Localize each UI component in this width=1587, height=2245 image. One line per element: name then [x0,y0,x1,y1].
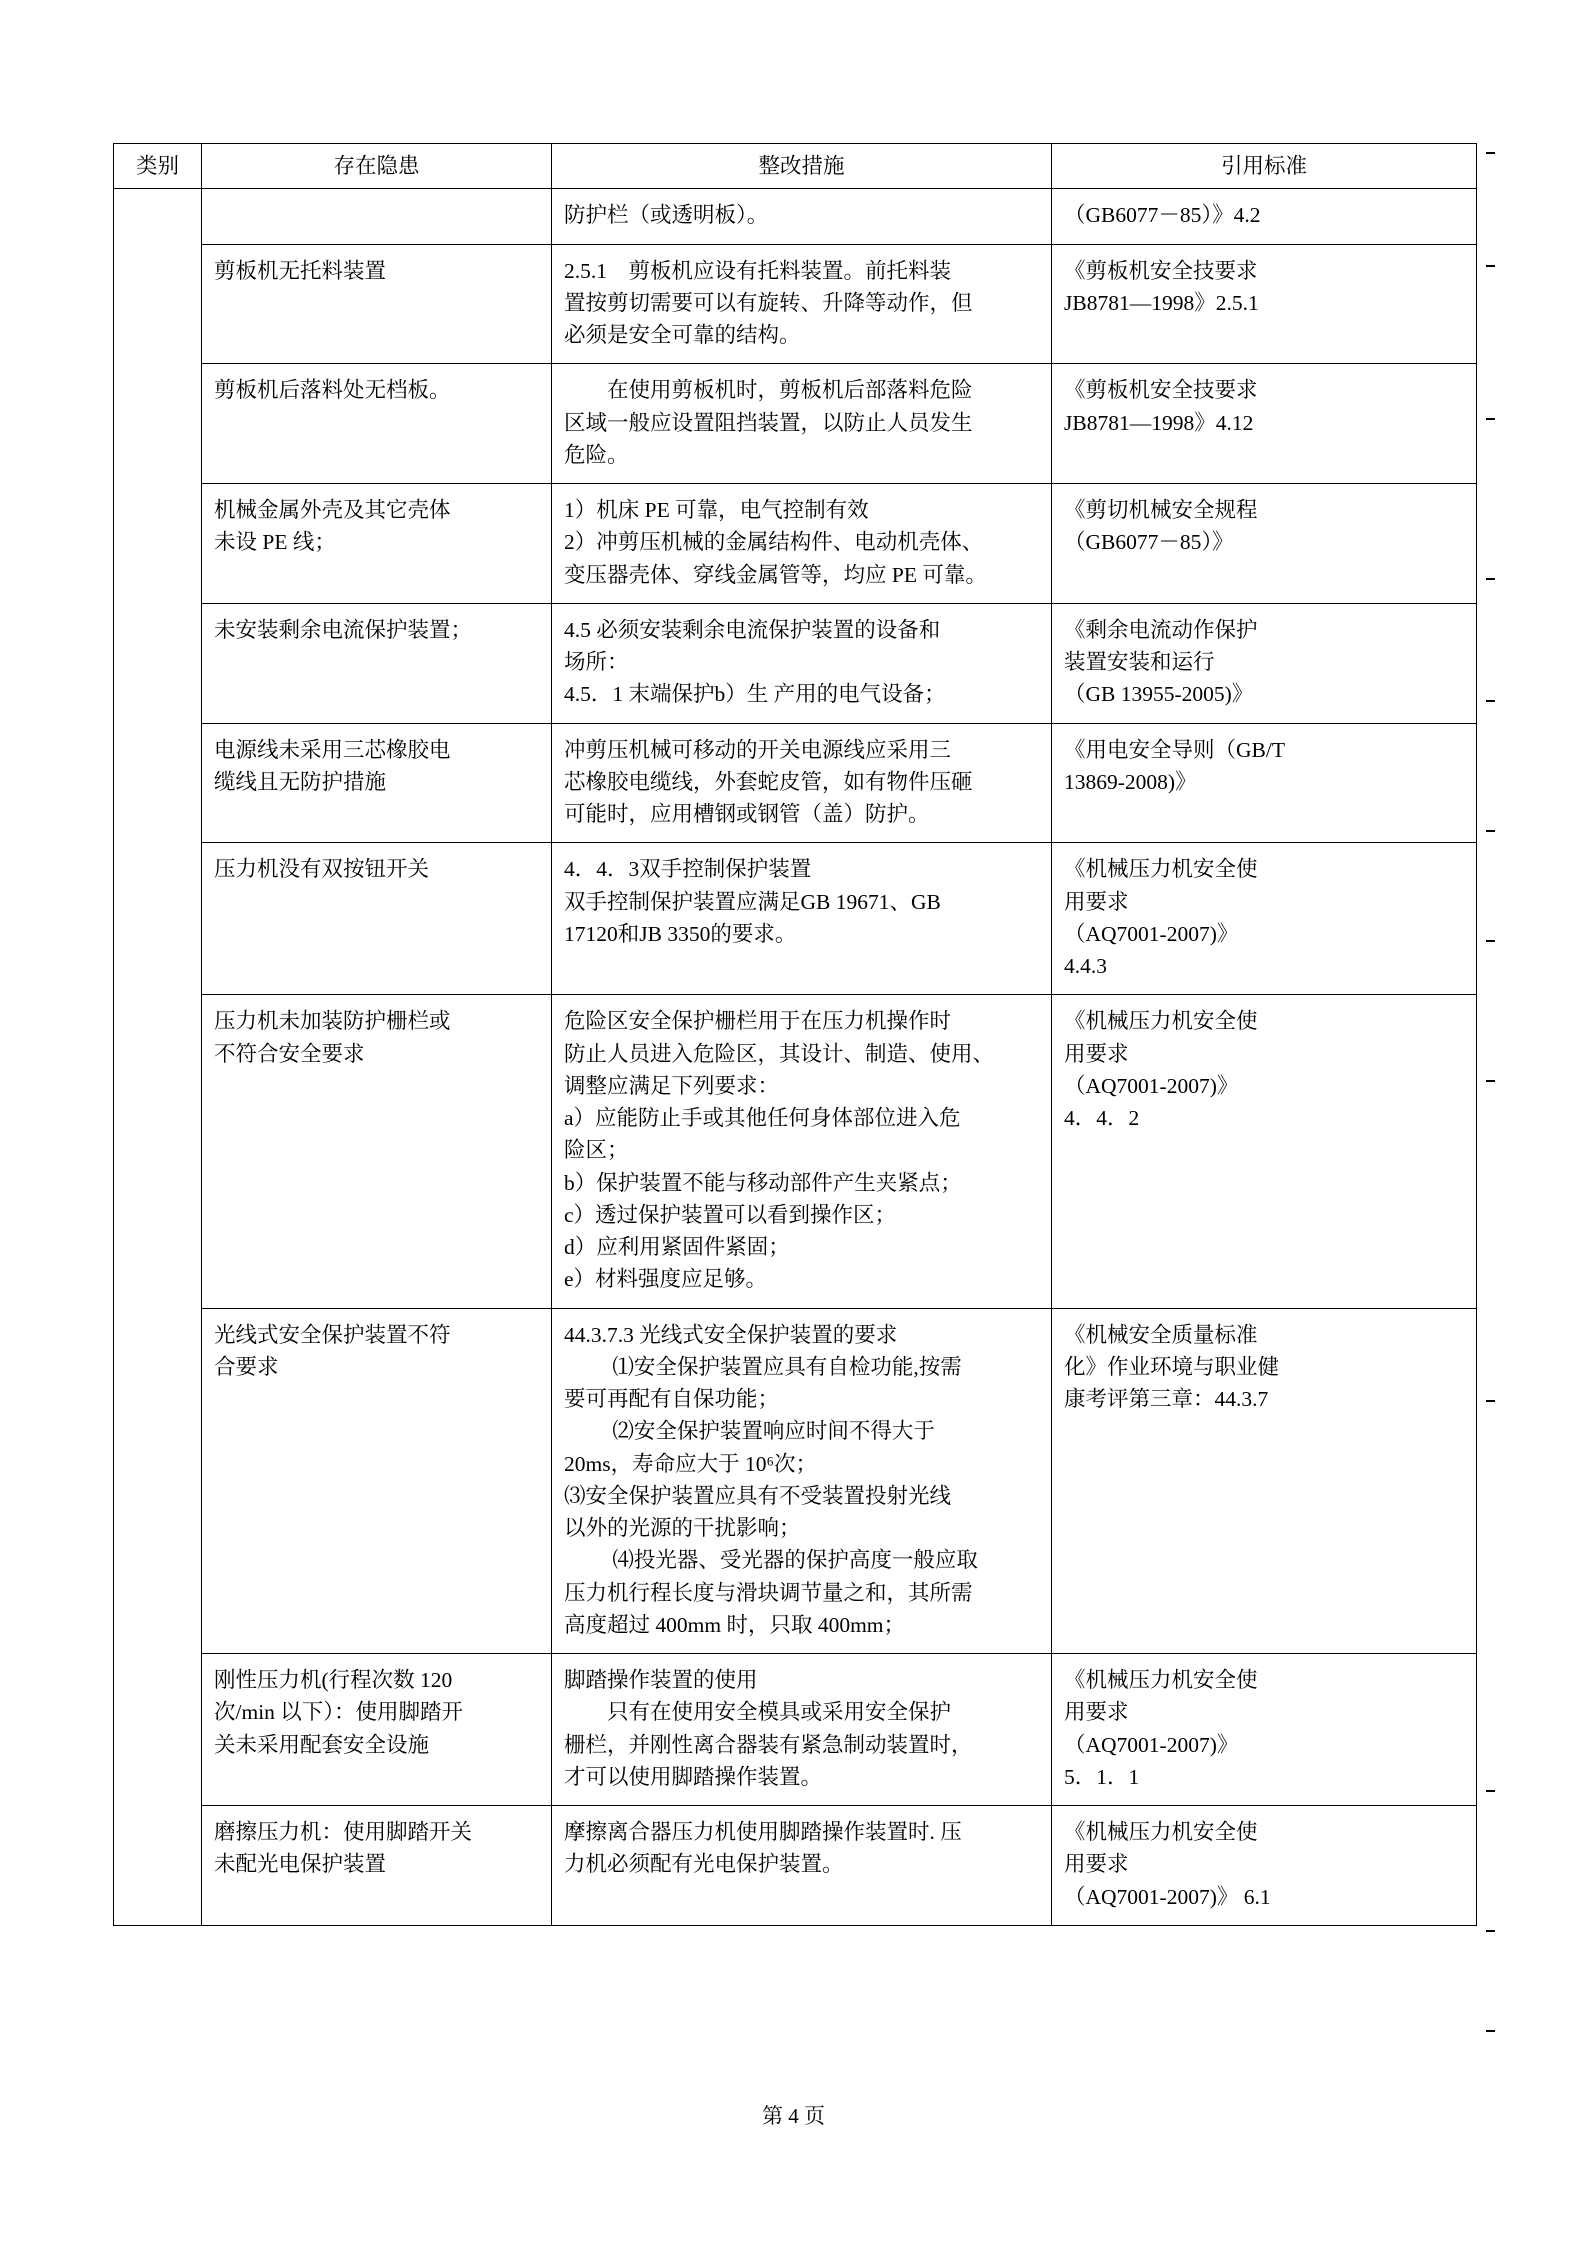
text-line: 《剪板机安全技要求 [1064,378,1258,403]
margin-tick [1486,940,1495,942]
text-line: 压力机没有双按钮开关 [214,857,430,882]
text-line: 《机械压力机安全使 [1064,1009,1258,1034]
text-line: 4.5．1 末端保护b）生 产用的电气设备； [564,682,946,707]
text-line: 调整应满足下列要求： [564,1073,780,1098]
text-line: ⑷投光器、受光器的保护高度一般应取 [564,1548,978,1573]
cell-measure [552,484,1052,604]
text-line: 压力机未加装防护栅栏或 [214,1009,451,1034]
text-line: a）应能防止手或其他任何身体部位进入危 [564,1106,961,1130]
text-line: 2）冲剪压机械的金属结构件、电动机壳体、 [564,530,984,555]
text-line: （AQ7001-2007)》 6.1 [1064,1884,1271,1909]
text-line: 刚性压力机(行程次数 120 [214,1668,453,1692]
text-line: 置按剪切需要可以有旋转、升降等动作，但 [564,290,973,315]
text-line: 5．1．1 [1064,1764,1140,1789]
text-line: 未安装剩余电流保护装置； [214,617,473,642]
text-line: 必须是安全可靠的结构。 [564,323,801,347]
table-row [114,603,1477,723]
text-line: 区域一般应设置阻挡装置，以防止人员发生 [564,410,973,435]
col-header-standard: 引用标准 [1052,144,1477,189]
text-line: （AQ7001-2007)》 [1064,1732,1239,1757]
cell-standard [1052,723,1477,843]
text-line: 4.5 必须安装剩余电流保护装置的设备和 [564,617,941,642]
cell-measure [552,843,1052,995]
cell-measure [552,364,1052,484]
text-line: 《剪切机械安全规程 [1064,498,1258,522]
cell-hazard [202,723,552,843]
text-line: 只有在使用安全模具或采用安全保护 [564,1700,952,1725]
text-line: 在使用剪板机时，剪板机后部落料危险 [564,378,973,403]
text-line: 高度超过 400mm 时，只取 400mm； [564,1612,906,1637]
text-line: 44.3.7.3 光线式安全保护装置的要求 [564,1322,898,1347]
cell-hazard [202,1654,552,1806]
text-line: 脚踏操作装置的使用 [564,1668,758,1692]
table-row [114,995,1477,1308]
text-line: 机械金属外壳及其它壳体 [214,498,451,522]
text-line: 合要求 [214,1354,279,1379]
text-line: 关未采用配套安全设施 [214,1732,430,1757]
cell-measure [552,189,1052,244]
text-line: 用要求 [1064,1041,1129,1066]
margin-tick [1486,418,1495,420]
text-line: 以外的光源的干扰影响； [564,1516,801,1540]
text-line: 要可再配有自保功能； [564,1387,780,1411]
text-line: 《机械压力机安全使 [1064,1668,1258,1692]
cell-measure [552,244,1052,364]
cell-category [114,189,202,1926]
text-line: 光线式安全保护装置不符 [214,1322,451,1347]
cell-hazard [202,843,552,995]
text-line: 电源线未采用三芯橡胶电 [214,737,451,762]
text-line: 用要求 [1064,1700,1129,1725]
text-line: 芯橡胶电缆线，外套蛇皮管，如有物件压砸 [564,769,973,794]
cell-standard [1052,1654,1477,1806]
text-line: 《机械压力机安全使 [1064,857,1258,882]
margin-tick [1486,265,1495,267]
text-line: 用要求 [1064,1852,1129,1877]
page-footer: 第 4 页 [762,2104,825,2128]
col-header-hazard: 存在隐患 [202,144,552,189]
text-line: 4．4．2 [1064,1106,1140,1130]
text-line: （GB6077－85）》4.2 [1064,203,1261,228]
text-line: 场所： [564,650,629,674]
cell-measure [552,1806,1052,1926]
margin-tick [1486,830,1495,832]
cell-standard [1052,484,1477,604]
text-line: 冲剪压机械可移动的开关电源线应采用三 [564,737,952,762]
table-body [114,189,1477,1926]
text-line: 13869-2008)》 [1064,769,1197,794]
col-header-measure: 整改措施 [552,144,1052,189]
col-header-category: 类别 [114,144,202,189]
text-line: 次/min 以下）：使用脚踏开 [214,1700,464,1725]
cell-hazard [202,364,552,484]
margin-tick [1486,1930,1495,1932]
cell-hazard [202,484,552,604]
text-line: 栅栏，并刚性离合器装有紧急制动装置时， [564,1732,973,1757]
text-line: 《机械压力机安全使 [1064,1820,1258,1844]
table-row [114,189,1477,244]
text-line: 4.4.3 [1064,954,1107,978]
text-line: d）应利用紧固件紧固； [564,1235,790,1259]
text-line: （GB 13955-2005)》 [1064,682,1254,707]
table-row [114,843,1477,995]
text-line: 装置安装和运行 [1064,650,1215,674]
cell-standard [1052,843,1477,995]
margin-tick [1486,578,1495,580]
text-line: 未配光电保护装置 [214,1852,387,1877]
cell-standard [1052,603,1477,723]
text-line: 未设 PE 线； [214,530,336,555]
text-line: 化》作业环境与职业健 [1064,1354,1280,1379]
cell-hazard [202,995,552,1308]
text-line: JB8781—1998》4.12 [1064,410,1254,435]
text-line: 防护栏（或透明板）。 [564,203,769,228]
text-line: 防止人员进入危险区，其设计、制造、使用、 [564,1041,995,1066]
cell-hazard [202,603,552,723]
text-line: 4．4．3双手控制保护装置 [564,857,812,882]
cell-measure [552,995,1052,1308]
text-line: 康考评第三章：44.3.7 [1064,1387,1269,1411]
text-line: 双手控制保护装置应满足GB 19671、GB [564,889,941,914]
text-line: e）材料强度应足够。 [564,1267,768,1292]
text-line: ⑵安全保护装置响应时间不得大于 [564,1419,935,1444]
text-line: 危险区安全保护栅栏用于在压力机操作时 [564,1009,952,1034]
cell-standard [1052,995,1477,1308]
text-line: 剪板机后落料处无档板。 [214,378,451,403]
table-row [114,244,1477,364]
text-line: 可能时，应用槽钢或钢管（盖）防护。 [564,802,930,826]
cell-measure [552,1308,1052,1654]
text-line: 磨擦压力机：使用脚踏开关 [214,1820,473,1844]
table-row [114,484,1477,604]
margin-tick [1486,1790,1495,1792]
text-line: 《剪板机安全技要求 [1064,258,1258,283]
text-line: 剪板机无托料装置 [214,258,387,283]
cell-standard [1052,364,1477,484]
cell-measure [552,603,1052,723]
margin-tick [1486,2030,1495,2032]
text-line: 变压器壳体、穿线金属管等，均应 PE 可靠。 [564,562,987,587]
margin-tick [1486,152,1495,154]
text-line: b）保护装置不能与移动部件产生夹紧点； [564,1170,962,1195]
margin-tick [1486,1400,1495,1402]
hazard-rectification-table [113,143,1477,1926]
text-line: 险区； [564,1138,629,1163]
text-line: （AQ7001-2007)》 [1064,1073,1239,1098]
text-line: 20ms，寿命应大于 10⁶次； [564,1451,817,1476]
text-line: 力机必须配有光电保护装置。 [564,1852,844,1877]
text-line: 压力机行程长度与滑块调节量之和，其所需 [564,1580,973,1605]
text-line: 《用电安全导则（GB/T [1064,737,1285,762]
text-line: 用要求 [1064,889,1129,914]
text-line: （AQ7001-2007)》 [1064,921,1239,946]
margin-tick [1486,700,1495,702]
text-line: JB8781—1998》2.5.1 [1064,290,1259,315]
cell-hazard [202,189,552,244]
text-line: c）透过保护装置可以看到操作区； [564,1202,897,1227]
text-line: 危险。 [564,442,629,467]
text-line: 1）机床 PE 可靠，电气控制有效 [564,498,869,522]
text-line: ⑶安全保护装置应具有不受装置投射光线 [564,1483,952,1508]
text-line: 《剩余电流动作保护 [1064,617,1258,642]
text-line: 摩擦离合器压力机使用脚踏操作装置时. 压 [564,1820,962,1844]
text-line: ⑴安全保护装置应具有自检功能,按需 [564,1354,962,1379]
cell-standard [1052,189,1477,244]
table-row [114,1308,1477,1654]
text-line: 17120和JB 3350的要求。 [564,921,797,946]
cell-standard [1052,1308,1477,1654]
text-line: 《机械安全质量标准 [1064,1322,1258,1347]
cell-hazard [202,244,552,364]
text-line: 不符合安全要求 [214,1041,365,1066]
table-row [114,1806,1477,1926]
cell-hazard [202,1308,552,1654]
cell-standard [1052,244,1477,364]
cell-measure [552,723,1052,843]
cell-hazard [202,1806,552,1926]
table-header-row [114,144,1477,189]
cell-measure [552,1654,1052,1806]
cell-standard [1052,1806,1477,1926]
table-row [114,1654,1477,1806]
text-line: （GB6077－85）》 [1064,530,1234,555]
text-line: 才可以使用脚踏操作装置。 [564,1764,823,1789]
text-line: 缆线且无防护措施 [214,769,387,794]
table-row [114,723,1477,843]
margin-tick [1486,1080,1495,1082]
table-row [114,364,1477,484]
text-line: 2.5.1 剪板机应设有托料装置。前托料装 [564,258,952,283]
